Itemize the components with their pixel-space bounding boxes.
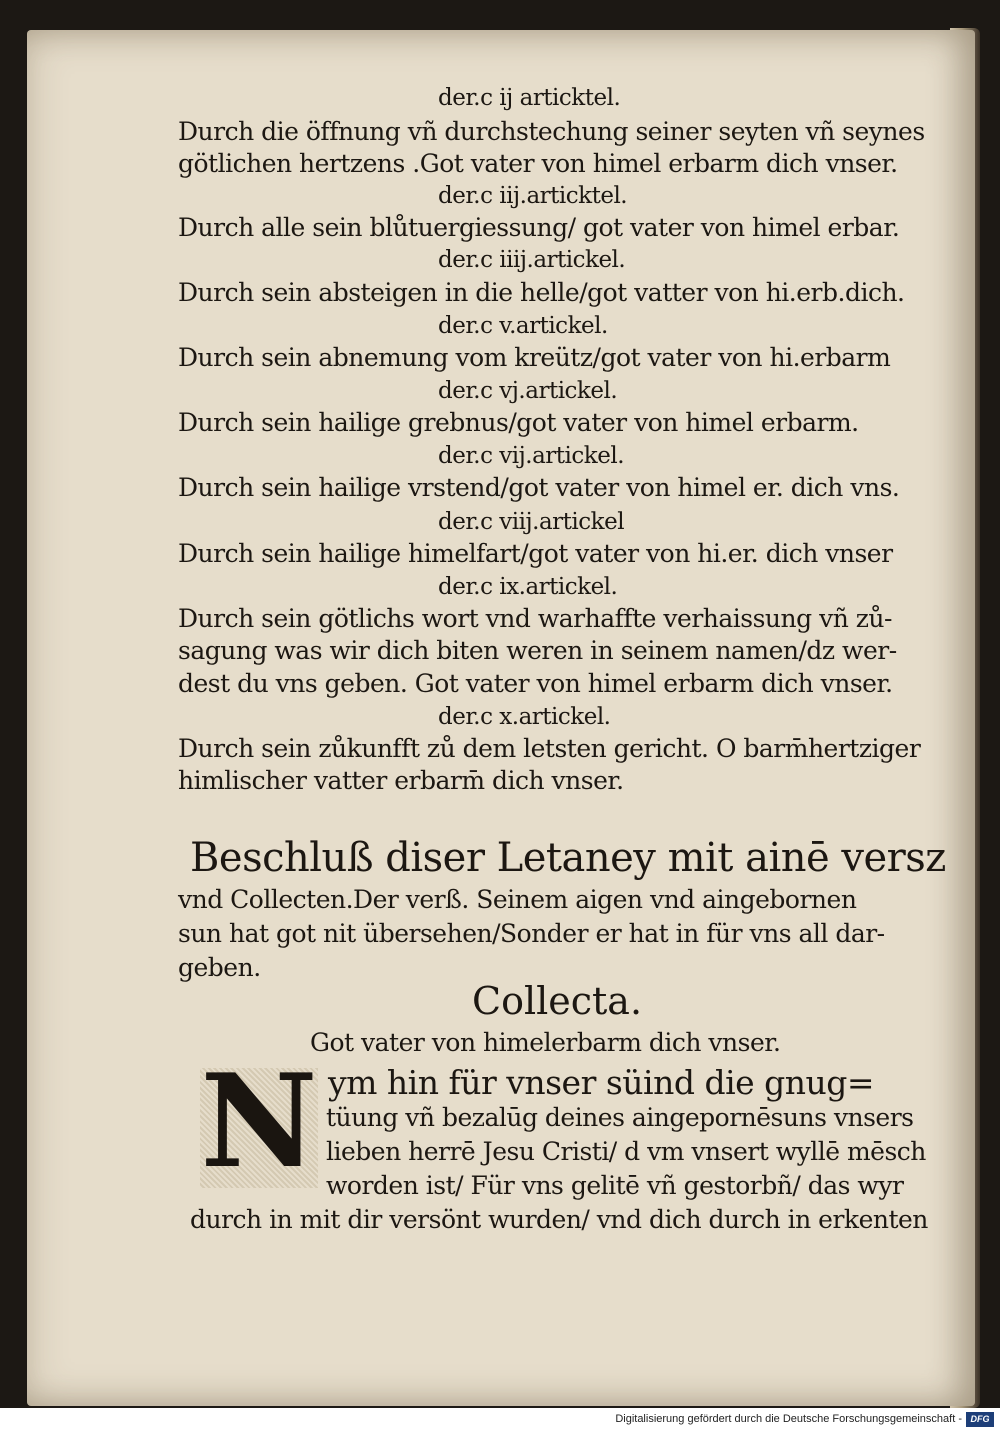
article-heading: der.c ij articktel. (438, 85, 621, 111)
text-line: dest du vns geben. Got vater von himel erbarm dich vnser. (178, 669, 893, 698)
section-heading: Beschluß diser Letaney mit ainē versz (190, 835, 946, 881)
text-line: sun hat got nit übersehen/Sonder er hat in für vns all dar- (178, 919, 885, 948)
article-heading: der.c iij.articktel. (438, 183, 628, 209)
text-line: himlischer vatter erbarm̄ dich vnser. (178, 766, 624, 795)
article-heading: der.c vij.artickel. (438, 443, 624, 469)
text-line: Durch sein hailige grebnus/got vater von himel erbarm. (178, 408, 859, 437)
article-heading: der.c vj.artickel. (438, 378, 618, 404)
text-line: Durch sein götlichs wort vnd warhaffte verhaissung vñ zů- (178, 604, 892, 633)
collecta-title: Collecta. (472, 979, 643, 1023)
funding-notice: Digitalisierung gefördert durch die Deutsche Forschungsgemeinschaft - (615, 1413, 962, 1425)
text-line: geben. (178, 953, 261, 982)
article-heading: der.c viij.artickel (438, 509, 625, 535)
text-line: Durch sein hailige himelfart/got vater von hi.er. dich vnser (178, 539, 893, 568)
collecta-subtitle: Got vater von himelerbarm dich vnser. (310, 1028, 781, 1057)
text-line: sagung was wir dich biten weren in seinem namen/dz wer- (178, 636, 897, 665)
text-line: götlichen hertzens .Got vater von himel erbarm dich vnser. (178, 149, 898, 178)
text-line: Durch sein absteigen in die helle/got vatter von hi.erb.dich. (178, 278, 905, 307)
text-line: worden ist/ Für vns gelitē vñ gestorbñ/ das wyr (326, 1171, 904, 1200)
article-heading: der.c iiij.artickel. (438, 247, 626, 273)
article-heading: der.c x.artickel. (438, 704, 611, 730)
text-line: durch in mit dir versönt wurden/ vnd dich durch in erkenten (190, 1205, 928, 1234)
decorated-initial (200, 1047, 318, 1197)
footer-bar (0, 1408, 1000, 1432)
text-line: vnd Collecten.Der verß. Seinem aigen vnd aingebornen (178, 885, 857, 914)
text-line: Durch die öffnung vñ durchstechung seiner seyten vñ seynes (178, 117, 925, 146)
text-line: Durch sein abnemung vom kreütz/got vater von hi.erbarm (178, 343, 891, 372)
article-heading: der.c v.artickel. (438, 313, 608, 339)
article-heading: der.c ix.artickel. (438, 574, 618, 600)
text-line: lieben herrē Jesu Cristi/ d vm vnsert wyllē mēsch (326, 1137, 926, 1166)
text-line: Durch sein hailige vrstend/got vater von himel er. dich vns. (178, 473, 900, 502)
text-line: ym hin für vnser süind die gnug= (328, 1063, 875, 1102)
text-line: Durch sein zůkunfft zů dem letsten gericht. O barm̄hertziger (178, 734, 921, 763)
text-line: tüung vñ bezalūg deines aingepornēsuns vnsers (326, 1103, 914, 1132)
dfg-logo: DFG (966, 1412, 994, 1427)
text-line: Durch alle sein blůtuergiessung/ got vater von himel erbar. (178, 213, 900, 242)
initial-letter: N (200, 1047, 318, 1197)
